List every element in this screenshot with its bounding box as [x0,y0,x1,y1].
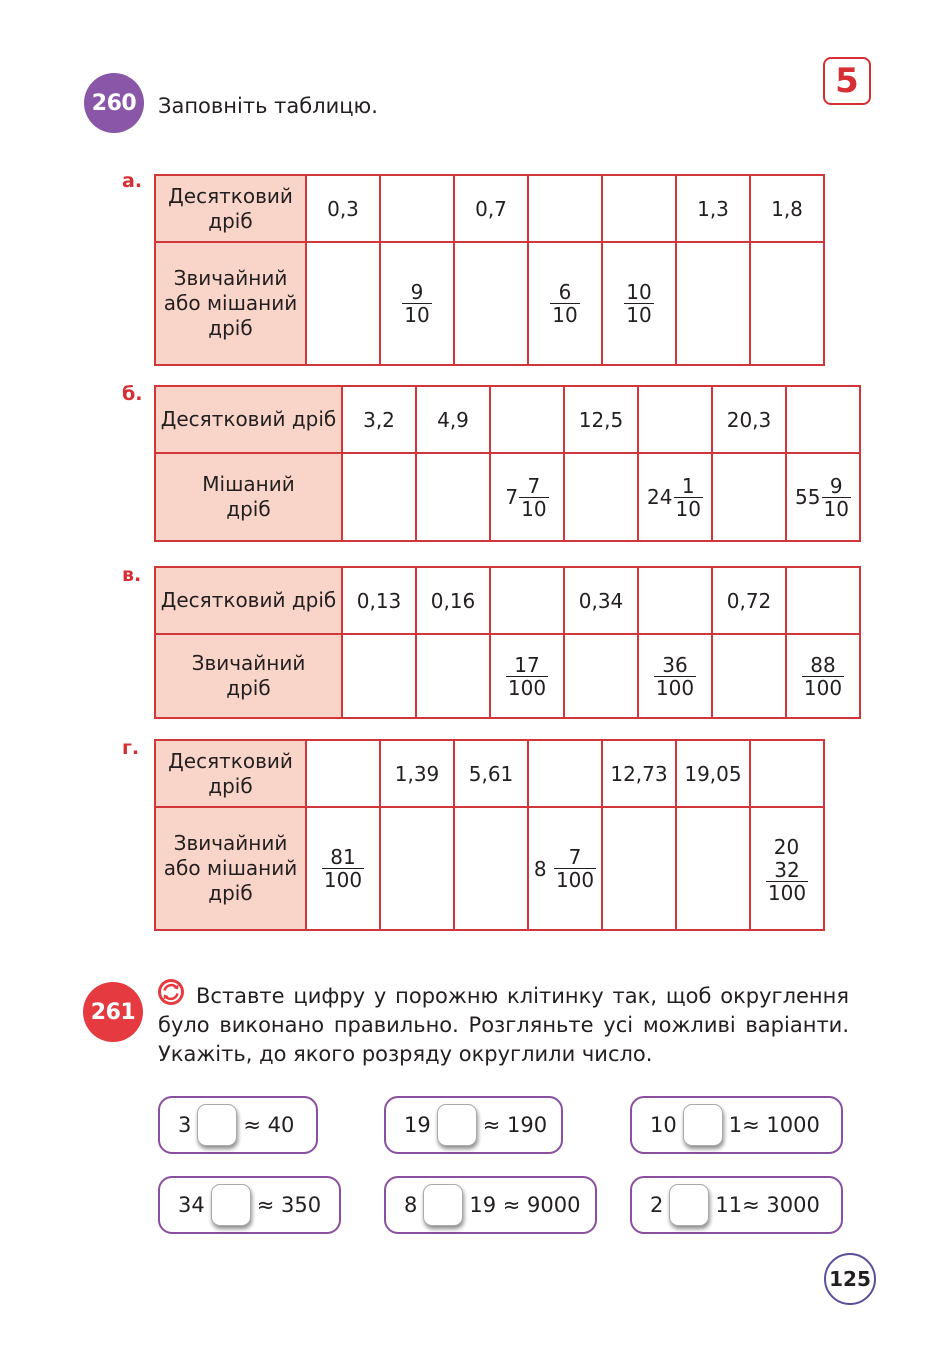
decimal-cell [306,740,380,807]
decimal-cell: 3,2 [342,386,416,453]
task-260-instruction: Заповніть таблицю. [158,94,378,118]
rounding-item: 34 ≈ 350 [158,1176,341,1234]
fraction-cell [712,453,786,541]
row-header-fraction: Звичайний дріб [155,634,342,718]
decimal-cell: 0,3 [306,175,380,242]
fraction-table-a [154,174,825,366]
fraction: $\frac{36}{100}$ [655,652,695,700]
fraction-cell: 55 $\frac{9}{10}$ [786,453,860,541]
fraction-cell [786,634,860,718]
decimal-cell [602,175,676,242]
row-header-decimal: Десятковий дріб [155,386,342,453]
fraction-cell: 8 $\frac{7}{100}$ [528,807,602,930]
fraction-cell [750,242,824,365]
fraction: $\frac{7}{10}$ [521,473,547,521]
fraction-cell [638,634,712,718]
rounding-item: 2 11≈ 3000 [630,1176,843,1234]
fraction: $\frac{81}{100}$ [323,845,363,892]
fraction-cell [528,242,602,365]
table-letter: г. [122,737,140,759]
fraction-cell [454,807,528,930]
decimal-cell: 12,5 [564,386,638,453]
fraction: $\frac{1}{10}$ [675,473,701,521]
table-letter: а. [122,170,143,192]
decimal-cell: 1,3 [676,175,750,242]
rounding-item: 19 ≈ 190 [384,1096,563,1154]
fraction-cell [416,634,490,718]
decimal-cell: 20,3 [712,386,786,453]
digit-slot[interactable] [423,1184,463,1226]
decimal-cell [490,386,564,453]
digit-slot[interactable] [683,1104,723,1146]
fraction-cell: 24 $\frac{1}{10}$ [638,453,712,541]
fraction: $\frac{6}{10}$ [552,280,578,327]
fraction-cell [602,242,676,365]
decimal-cell [750,740,824,807]
decimal-cell: 0,16 [416,567,490,634]
fraction: $\frac{17}{100}$ [507,652,547,700]
fraction: $\frac{7}{100}$ [555,845,595,892]
decimal-cell: 1,39 [380,740,454,807]
task-261-instruction: Вставте цифру у порожню клітинку так, щоб округлення було виконано правильно. Розгляньте усі можливі варіанти. Укажіть, до якого розряду округлили число. [158,984,849,1066]
fraction-cell [306,807,380,930]
fraction-cell [342,453,416,541]
decimal-cell [638,386,712,453]
fraction-cell [490,634,564,718]
fraction-cell [712,634,786,718]
row-header-decimal: Десятковий дріб [155,740,306,807]
decimal-cell [638,567,712,634]
decimal-cell [528,175,602,242]
fraction-cell: 20 $\frac{32}{100}$ [750,807,824,930]
fraction-cell [380,807,454,930]
decimal-cell: 4,9 [416,386,490,453]
fraction-cell [342,634,416,718]
fraction-table-d [154,739,825,931]
task-number-261: 261 [83,982,143,1042]
row-header-fraction: Звичайний або мішаний дріб [155,242,306,365]
fraction-cell: 7 $\frac{7}{10}$ [490,453,564,541]
row-header-fraction: Мішаний дріб [155,453,342,541]
row-header-fraction: Звичайний або мішаний дріб [155,807,306,930]
fraction: $\frac{32}{100}$ [767,857,807,905]
digit-slot[interactable] [437,1104,477,1146]
decimal-cell [786,386,860,453]
decimal-cell: 0,72 [712,567,786,634]
digit-slot[interactable] [211,1184,251,1226]
fraction-table-c [154,566,861,719]
decimal-cell: 5,61 [454,740,528,807]
page-number: 125 [824,1253,876,1305]
decimal-cell: 12,73 [602,740,676,807]
grade-badge: 5 [823,57,871,105]
decimal-cell: 1,8 [750,175,824,242]
fraction: $\frac{9}{10}$ [404,280,430,327]
fraction-cell [676,807,750,930]
decimal-cell [490,567,564,634]
table-letter: б. [122,383,143,405]
fraction-cell [602,807,676,930]
fraction-table-b [154,385,861,542]
decimal-cell: 0,34 [564,567,638,634]
fraction-cell [564,453,638,541]
task-number-260: 260 [84,73,144,133]
decimal-cell: 19,05 [676,740,750,807]
digit-slot[interactable] [197,1104,237,1146]
fraction-cell [676,242,750,365]
decimal-cell: 0,13 [342,567,416,634]
fraction: $\frac{9}{10}$ [823,473,849,521]
fraction-cell [306,242,380,365]
decimal-cell [528,740,602,807]
decimal-cell: 0,7 [454,175,528,242]
decimal-cell [786,567,860,634]
fraction: $\frac{88}{100}$ [803,652,843,700]
fraction-cell [564,634,638,718]
row-header-decimal: Десятковий дріб [155,175,306,242]
rounding-item: 10 1≈ 1000 [630,1096,843,1154]
fraction-cell [454,242,528,365]
row-header-decimal: Десятковий дріб [155,567,342,634]
fraction-cell [416,453,490,541]
digit-slot[interactable] [669,1184,709,1226]
decimal-cell [380,175,454,242]
fraction: $\frac{10}{10}$ [626,280,652,327]
rounding-item: 3 ≈ 40 [158,1096,318,1154]
fraction-cell [380,242,454,365]
table-letter: в. [122,564,142,586]
rounding-item: 8 19 ≈ 9000 [384,1176,597,1234]
